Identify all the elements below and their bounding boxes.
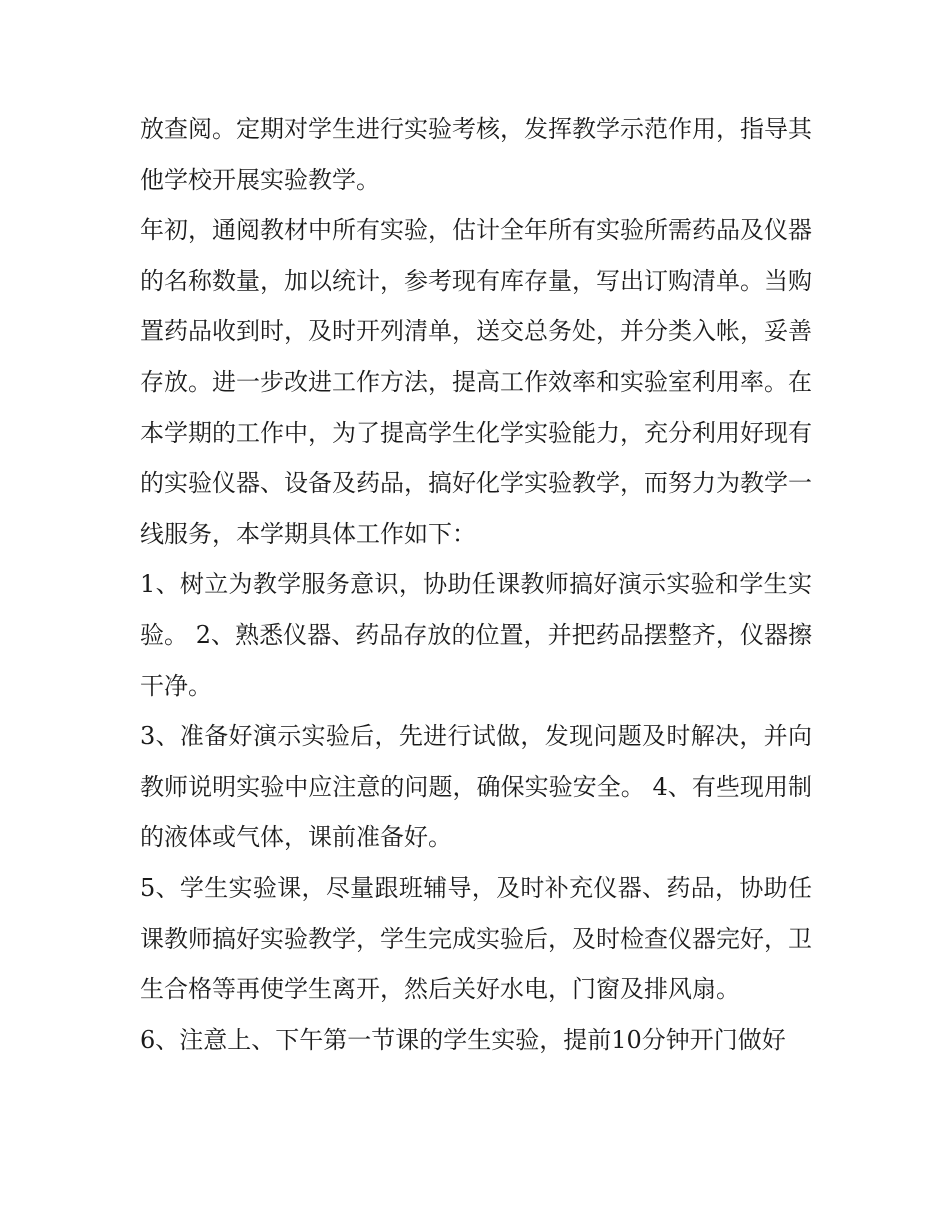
- paragraph-4: 3、准备好演示实验后，先进行试做，发现问题及时解决，并向教师说明实验中应注意的问题，确保实验安全。 4、有些现用制的液体或气体，课前准备好。: [140, 722, 812, 852]
- document-body: [140, 104, 812, 1065]
- paragraph-1: 放查阅。定期对学生进行实验考核，发挥教学示范作用，指导其他学校开展实验教学。: [140, 115, 812, 194]
- paragraph-2: 年初，通阅教材中所有实验，估计全年所有实验所需药品及仪器的名称数量，加以统计，参考现有库存量，写出订购清单。当购置药品收到时，及时开列清单，送交总务处，并分类入帐，妥善存放。进一步改进工作方法，提高工作效率和实验室利用率。在本学期的工作中，为了提高学生化学实验能力，充分利用好现有的实验仪器、设备及药品，搞好化学实验教学，而努力为教学一线服务，本学期具体工作如下：: [140, 216, 812, 548]
- paragraph-5: 5、学生实验课，尽量跟班辅导，及时补充仪器、药品，协助任课教师搞好实验教学，学生完成实验后，及时检查仪器完好，卫生合格等再使学生离开，然后关好水电，门窗及排风扇。: [140, 873, 812, 1004]
- paragraph-6: 6、注意上、下午第一节课的学生实验，提前10分钟开门做好: [140, 1025, 786, 1054]
- paragraph-3: 1、树立为教学服务意识，协助任课教师搞好演示实验和学生实验。 2、熟悉仪器、药品存放的位置，并把药品摆整齐，仪器擦干净。: [140, 570, 812, 700]
